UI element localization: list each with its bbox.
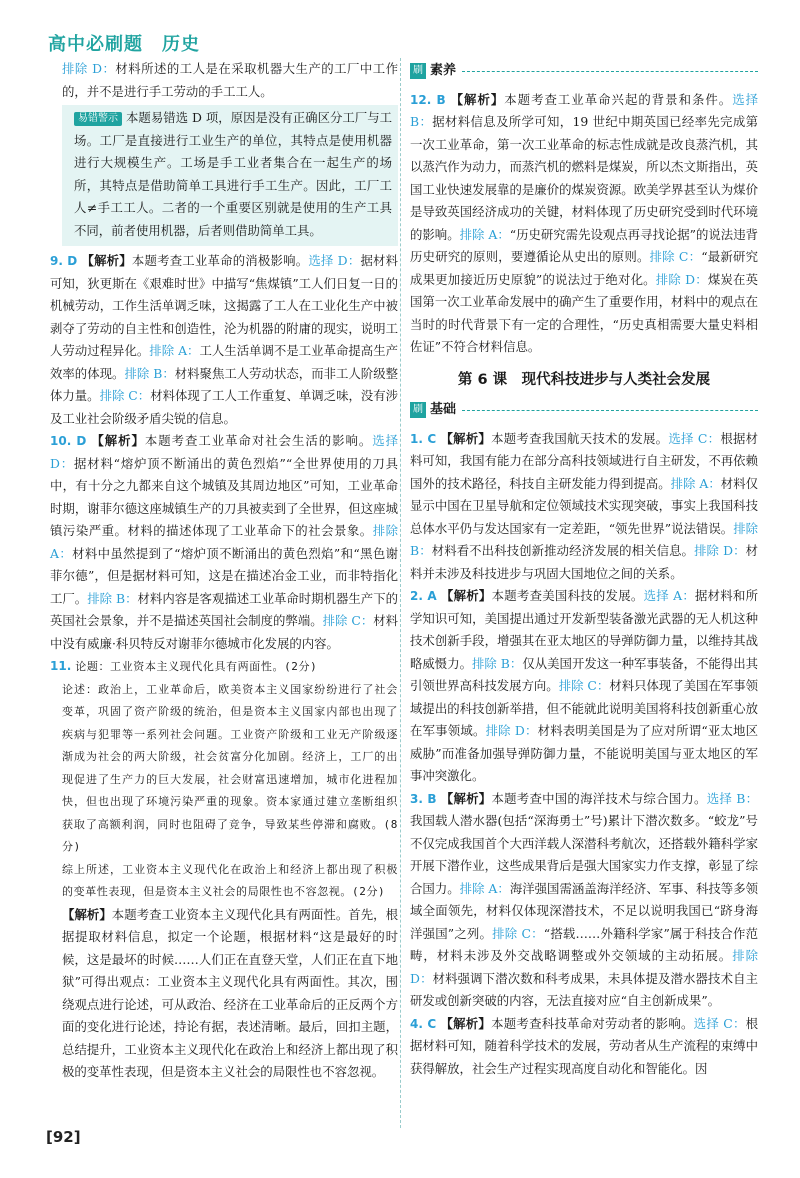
- section-header-jichu: [410, 399, 758, 422]
- answer-9: [50, 250, 398, 430]
- analysis-text: 根据材料可知，随着科学技术的发展，劳动者从生产流程的束缚中获得解放，社会生产过程实现高度自动化和智能化。因: [410, 1015, 759, 1076]
- analysis-text: 据材料和所学知识可知，美国提出通过开发新型装备激光武器的无人机这种技术创新手段，增强其在亚太地区的导弹防御力量，以维持其战略威慑力。: [410, 588, 759, 671]
- select-label: 选择 B：: [706, 790, 759, 806]
- exclude-label: 排除 B：: [472, 655, 523, 671]
- select-label: 选择 A：: [643, 588, 695, 603]
- analysis-tag: 【解析】: [440, 588, 492, 603]
- exclude-label: 排除 D：: [485, 723, 538, 738]
- exclude-label: 排除 C：: [558, 678, 610, 693]
- analysis-text: 材料表明美国是为了应对所谓“亚太地区威胁”而准备加强导弹防御力量，不能说明美国与亚太地区的军事冲突激化。: [410, 723, 759, 783]
- left-column: [50, 58, 398, 1084]
- analysis-text: 海洋强国需涵盖海洋经济、军事、科技等多领域全面领先，材料仅体现深潜技术，不足以说明我国已“跻身海洋强国”之列。: [410, 880, 759, 941]
- analysis-text: 材料内容是客观描述工业革命时期机器生产下的英国社会景象，并不是描述英国社会制度的弊端。: [50, 590, 399, 628]
- exclude-label: 排除 A：: [459, 226, 510, 242]
- cont-text: 材料所述的工人是在采取机器大生产的工厂中工作的，并不是进行手工劳动的手工工人。: [62, 61, 398, 99]
- analysis-text: 据材料“熔炉顶不断涌出的黄色烈焰”“全世界使用的刀具中，有十分之九都来自这个城镇及其周边地区”可知，工业革命时期，谢菲尔德这座城镇生产的刀具被卖到了全世界，但这座城镇污染严重。材料的描述体现了工业革命下的社会景象。: [50, 455, 398, 538]
- answer-number: 1. C: [410, 431, 437, 446]
- answer-1: [410, 428, 758, 586]
- analysis-tag: 【解析】: [440, 1015, 492, 1031]
- analysis-text: 材料强调下潜次数和科考成果，未具体提及潜水器技术自主研发或创新突破的内容，无法直接对应“自主创新成果”。: [410, 970, 759, 1008]
- section-title: 基础: [430, 402, 457, 417]
- analysis-text: “最新研究成果更加接近历史原貌”的说法过于绝对化。: [410, 249, 758, 287]
- analysis-text: 本题考查中国的海洋技术与综合国力。: [491, 790, 707, 806]
- column-divider: [400, 58, 402, 1128]
- exclude-label: 排除 D：: [694, 543, 746, 558]
- section-rule: [462, 71, 758, 72]
- answer-number: 10. D: [50, 434, 87, 448]
- exclude-label: 排除 C：: [322, 613, 374, 628]
- analysis-text: 根据材料可知，我国有能力在部分高科技领域进行自主研发，不再依赖国外的技术路径，科技自主研发能力得到提高。: [410, 430, 759, 491]
- analysis-text: 材料中虽然提到了“熔炉顶不断涌出的黄色烈焰”和“黑色谢菲尔德”，但是据材料可知，这是在描述冶金工业，而非特指化工厂。: [50, 545, 398, 606]
- analysis-text: 据材料信息及所学可知，19 世纪中期英国已经率先完成第一次工业革命，第一次工业革命的标志性成就是改良蒸汽机，其以蒸汽作为动力，而蒸汽机的燃料是煤炭，所以杰文斯指出，英国工业快速发展靠的是廉价的煤炭资源。欧美学界甚至认为煤价是导致英国经济成功的关键，材料体现了历史研究受到时代环境的影响。: [410, 114, 758, 242]
- analysis-text: 本题考查工业革命的消极影响。: [131, 253, 309, 268]
- exclude-label: 排除 B：: [124, 365, 175, 381]
- answer-10: [50, 430, 398, 655]
- section-header-suyang: [410, 60, 758, 83]
- exclude-label: 排除 B：: [410, 520, 758, 558]
- answer-4: [410, 1013, 758, 1081]
- analysis-tag: 【解析】: [449, 91, 505, 107]
- answer-2: [410, 585, 758, 788]
- analysis-tag: 【解析】: [440, 790, 492, 806]
- analysis-text: 本题考查科技革命对劳动者的影响。: [491, 1015, 694, 1031]
- handwritten-conclusion: 综上所述，工业资本主义现代化在政治上和经济上都出现了积极的变革性表现，但是资本主义社会的局限性也不容忽视。(2分): [62, 862, 398, 898]
- analysis-text: 据材料可知，狄更斯在《艰难时世》中描写“焦煤镇”工人们日复一日的机械劳动，工作生活单调乏味，这揭露了工人在工业化生产中被剥夺了劳动的自主性和创造性，沦为机器的附庸的现实，说明工人劳动过程异化。: [50, 253, 399, 358]
- analysis-text: 材料聚焦工人劳动状态，而非工人阶级整体力量。: [50, 365, 399, 403]
- analysis-text: “搭载……外籍科学家”属于科技合作范畴，材料未涉及外交战略调整或外交领域的主动拓展。: [410, 925, 759, 963]
- exclude-label: 排除 C：: [492, 925, 544, 941]
- warning-text: 本题易错选 D 项，原因是没有正确区分工厂与工场。工厂是直接进行工业生产的单位，其特点是使用机器进行大规模生产。工场是手工业者集合在一起生产的场所，其特点是借助简单工具进行手工生产。因此，工厂工人≠手工工人。二者的一个重要区别就是使用的生产工具不同，前者使用机器，后者则借助简单工具。: [74, 110, 392, 238]
- analysis-tag: 【解析】: [440, 430, 492, 446]
- page-number: [92]: [46, 1128, 81, 1146]
- answer-number: 12. B: [410, 92, 446, 107]
- section-rule: [462, 410, 758, 411]
- analysis-text: 材料看不出科技创新推动经济发展的相关信息。: [431, 543, 695, 558]
- exclude-label: 排除 A：: [50, 523, 399, 561]
- exclude-label: 排除 A：: [459, 880, 510, 896]
- select-label: 选择 C：: [668, 430, 721, 446]
- section-title: 素养: [430, 63, 457, 78]
- handwritten-argument: 论述：政治上，工业革命后，欧美资本主义国家纷纷进行了社会变革，巩固了资产阶级的统治，但是资本主义国家内部也出现了疾病与犯罪等一系列社会问题。工业资产阶级和工业无产阶级逐渐成为社会的两大阶级，社会贫富分化加剧。经济上，工厂的出现促进了生产力的巨大发展，社会财富迅速增加，城市化进程加快，但也出现了环境污染严重的现象。资本家通过建立垄断组织获取了高额利润，同时也阻碍了竞争，导致某些停滞和腐败。(8分): [62, 682, 398, 853]
- answer-11-analysis: [50, 904, 398, 1084]
- analysis-text: 本题考查工业革命兴起的背景和条件。: [504, 91, 733, 107]
- analysis-text: 材料中没有威廉·科贝特反对谢菲尔德城市化发展的内容。: [50, 613, 399, 651]
- select-label: 选择 C：: [693, 1015, 746, 1031]
- answer-number: 9. D: [50, 254, 78, 268]
- answer-12: [410, 89, 758, 359]
- analysis-text: 煤炭在英国第一次工业革命发展中的确产生了重要作用，材料中的观点在当时的时代背景下有一定的合理性，“历史真相需要大量史料相佐证”不符合材料信息。: [410, 271, 759, 354]
- analysis-text: 材料并未涉及科技进步与巩固大国地位之间的关系。: [410, 543, 759, 581]
- analysis-tag: 【解析】: [81, 253, 132, 268]
- analysis-text: 本题考查美国科技的发展。: [491, 588, 644, 603]
- exclude-label: 排除 D：: [410, 948, 759, 986]
- analysis-text: 本题考查工业革命对社会生活的影响。: [144, 433, 373, 448]
- select-label: 选择 D：: [50, 433, 399, 471]
- exclude-label: 排除 B：: [87, 590, 138, 606]
- answer-number: 4. C: [410, 1016, 437, 1031]
- select-label: 选择 B：: [410, 91, 759, 129]
- analysis-tag: 【解析】: [62, 906, 112, 922]
- warning-box: [62, 105, 398, 246]
- book-header-title: 高中必刷题 历史: [48, 34, 200, 55]
- answer-number: 2. A: [410, 589, 437, 603]
- analysis-text: 本题考查我国航天技术的发展。: [491, 430, 669, 446]
- analysis-text: 仅从美国开发这一种军事装备，不能得出其引领世界高科技发展方向。: [410, 655, 759, 693]
- answer-3: [410, 788, 758, 1013]
- brush-icon: 刷: [410, 402, 426, 418]
- answer-number: 11.: [50, 659, 72, 673]
- analysis-text: 材料只体现了美国在军事领域提出的科技创新举措，但不能就此说明美国将科技创新重心放在军事领域。: [410, 678, 759, 738]
- exclude-label: 排除 D：: [62, 61, 116, 76]
- exclude-label: 排除 C：: [649, 249, 702, 264]
- handwritten-thesis: 论题：工业资本主义现代化具有两面性。(2分): [75, 660, 318, 673]
- lesson-title: 第 6 课 现代科技进步与人类社会发展: [457, 371, 711, 388]
- analysis-text: 材料仅显示中国在卫星导航和定位领域技术实现突破，事实上我国科技总体水平仍与发达国家有一定差距，“领先世界”说法错误。: [410, 475, 759, 536]
- analysis-text: “历史研究需先设观点再寻找论据”的说法违背历史研究的原则，要遵循论从史出的原则。: [410, 226, 759, 264]
- answer-11-heading: [50, 655, 398, 679]
- warning-label: 易错警示: [74, 112, 122, 126]
- analysis-tag: 【解析】: [90, 433, 145, 448]
- analysis-text: 我国载人潜水器(包括“深海勇士”号)累计下潜次数多。“蛟龙”号不仅完成我国首个大西洋载人深潜科考航次，还搭载外籍科学家开展下潜作业，这些成果背后是强大国家实力作支撑，彰显了综合国力。: [410, 813, 758, 896]
- exclude-label: 排除 C：: [99, 388, 151, 403]
- answer-number: 3. B: [410, 791, 437, 806]
- select-label: 选择 D：: [308, 253, 361, 268]
- brush-icon: 刷: [410, 63, 426, 79]
- analysis-text: 本题考查工业资本主义现代化具有两面性。首先，根据提取材料信息，拟定一个论题，根据材料“这是最好的时候，这是最坏的时候……人们正在直登天堂，人们正在直下地狱”可得出观点：工业资本主义现代化具有两面性。其次，围绕观点进行论述，可从政治、经济在工业革命后的正反两个方面的变化进行论述，持论有据，表述清晰。最后，回扣主题，总结提升，工业资本主义现代化在政治上和经济上都出现了积极的变革性表现，但是资本主义社会的局限性也不容忽视。: [62, 906, 399, 1079]
- exclude-label: 排除 A：: [670, 475, 721, 491]
- left-cont-paragraph: [50, 58, 398, 103]
- right-column: [410, 58, 758, 1080]
- analysis-text: 工人生活单调不是工业革命提高生产效率的体现。: [50, 343, 399, 381]
- exclude-label: 排除 A：: [149, 343, 200, 358]
- analysis-text: 材料体现了工人工作重复、单调乏味，没有涉及工业社会阶级矛盾尖锐的信息。: [50, 388, 399, 426]
- exclude-label: 排除 D：: [655, 271, 708, 287]
